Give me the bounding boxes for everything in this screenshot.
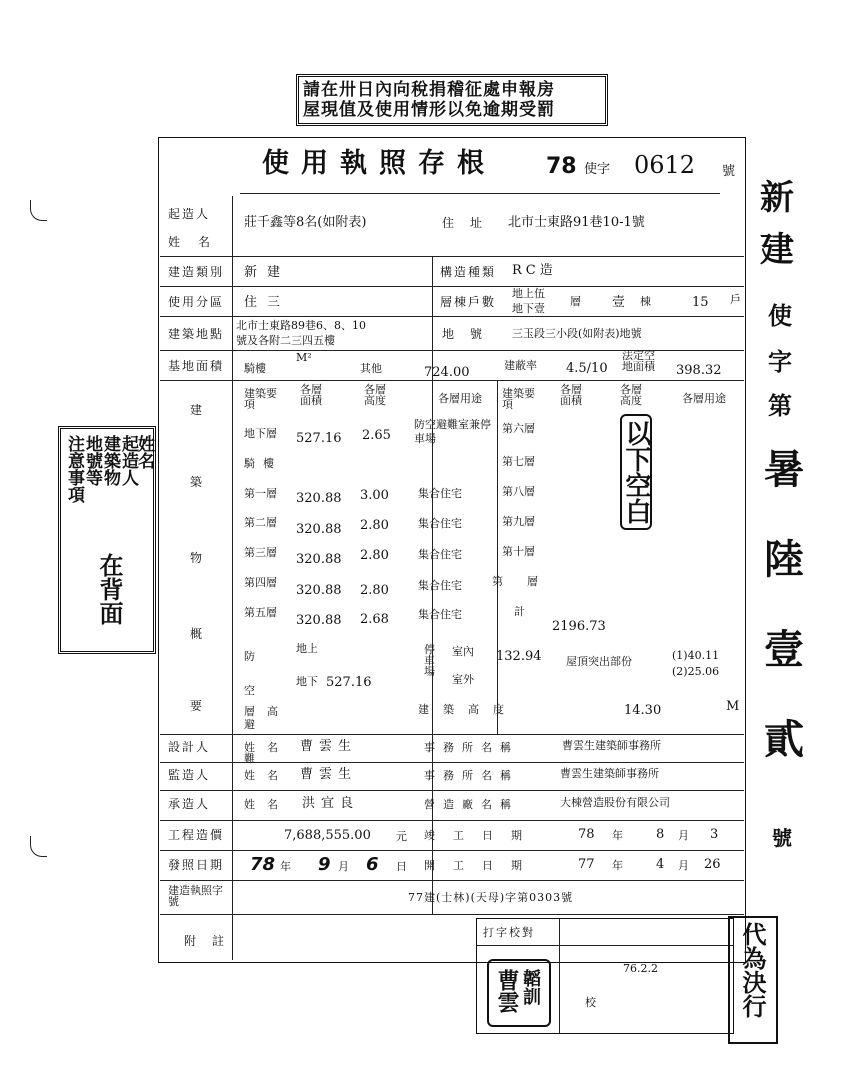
issue-day: 6 — [366, 854, 379, 875]
side-notice-col: 姓名 — [134, 435, 154, 469]
cost-unit: 元 — [396, 830, 407, 843]
permit-number: 0612 — [634, 151, 696, 179]
other-value: 724.00 — [424, 365, 470, 380]
right-margin-glyph: 壹 — [764, 626, 804, 673]
seal-box-rule-v — [559, 919, 560, 1033]
site-label: 建築地點 — [168, 327, 225, 341]
lc-3: 物 — [190, 551, 205, 565]
buildings-count: 壹 — [612, 295, 626, 310]
seal-stamp — [487, 959, 551, 1027]
building-type-value: 新建 — [244, 265, 291, 280]
floor-use: 集合住宅 — [418, 608, 462, 621]
fh-height: 各層高度 — [364, 383, 386, 407]
issue-year-unit: 年 — [280, 860, 291, 873]
top-notice-stamp — [296, 74, 608, 126]
other-label: 其他 — [360, 362, 382, 375]
supervisor-office-label: 事務所名稱 — [424, 769, 519, 782]
legal-label: 法定空地面積 — [622, 349, 655, 373]
fh-area-r: 各層面積 — [560, 383, 582, 407]
floor-area: 320.88 — [296, 583, 342, 598]
ratio-label: 建蔽率 — [504, 359, 537, 372]
finish-year: 78 — [578, 827, 595, 842]
floor-name-r: 計 — [514, 605, 525, 618]
floor-name-r: 第七層 — [502, 455, 535, 468]
lc-5: 要 — [190, 699, 205, 713]
floors-above: 地上伍 — [512, 287, 545, 300]
right-margin-glyph: 使 — [768, 301, 792, 330]
start-day: 26 — [704, 857, 721, 872]
floor-area: 320.88 — [296, 552, 342, 567]
remarks-label: 附註 — [184, 934, 241, 948]
seal-box-rule — [477, 945, 733, 946]
floor-height: 3.00 — [360, 488, 389, 503]
floor-height: 2.80 — [360, 518, 389, 533]
fh-area: 各層面積 — [300, 383, 322, 407]
start-year: 77 — [578, 857, 595, 872]
issue-month: 9 — [318, 854, 331, 875]
seal-text: 曹雲 — [494, 969, 519, 1013]
fh-item: 建築要項 — [244, 387, 277, 411]
floor-name-r: 第九層 — [502, 515, 535, 528]
lot-value: 三玉段三小段(如附表)地號 — [512, 327, 642, 340]
issue-month-unit: 月 — [338, 860, 349, 873]
zoning-value: 住三 — [244, 295, 291, 310]
permit-value: 77建(士林)(天母)字第0303號 — [408, 891, 574, 904]
finish-day: 3 — [710, 827, 719, 842]
legal-value: 398.32 — [676, 363, 722, 378]
check-label: 校 — [585, 996, 596, 1009]
header-line — [240, 193, 720, 194]
right-margin-glyph: 建 — [760, 230, 794, 270]
fh-use: 各層用途 — [438, 392, 482, 405]
shelter-below: 地下 — [296, 675, 318, 688]
permit-label: 建造執照字號 — [168, 884, 223, 908]
fh-item-r: 建築要項 — [502, 387, 535, 411]
lc-1: 建 — [190, 403, 205, 417]
rule — [160, 316, 744, 317]
floor-height-label: 層高 — [244, 705, 290, 718]
contractor-name: 洪宜良 — [302, 796, 360, 811]
floor-name-r: 第十層 — [502, 545, 535, 558]
issue-day-unit: 日 — [396, 860, 407, 873]
floor-use: 防空避難室兼停車場 — [414, 418, 491, 445]
floor-height: 2.80 — [360, 548, 389, 563]
area-unit: M² — [296, 351, 312, 364]
shelter-below-value: 527.16 — [326, 675, 372, 690]
floor-name: 地下層 — [244, 427, 277, 440]
floors-below: 地下壹 — [512, 302, 545, 315]
floor-use: 集合住宅 — [418, 548, 462, 561]
supervisor-name: 曹雲生 — [300, 767, 358, 782]
seal-box — [476, 918, 734, 1034]
households-unit: 戶 — [730, 293, 741, 306]
buildings-unit: 棟 — [640, 295, 651, 308]
decision-stamp-text: 代為決行 — [738, 922, 766, 1018]
supervisor-label: 監造人 — [168, 768, 211, 782]
rule-v — [232, 196, 233, 960]
floor-name: 騎樓 — [244, 457, 282, 470]
floors-unit: 層 — [570, 295, 581, 308]
side-notice-stamp — [58, 426, 156, 654]
shelter-label: 防空避難 — [244, 650, 269, 765]
decision-stamp — [728, 916, 778, 1044]
floor-height: 2.80 — [360, 583, 389, 598]
site-address1: 北市士東路89巷6、8、10 — [236, 319, 366, 332]
structure-value: RC造 — [512, 263, 557, 278]
bldg-height-unit: M — [726, 699, 740, 714]
designer-name: 曹雲生 — [300, 739, 358, 754]
total-area: 2196.73 — [552, 619, 606, 634]
right-margin-glyph: 新 — [760, 178, 794, 218]
finish-year-unit: 年 — [612, 829, 623, 842]
rule — [160, 286, 744, 287]
floor-use: 集合住宅 — [418, 517, 462, 530]
indoor-label: 室內 — [452, 645, 474, 658]
side-notice-col: 地號等 — [82, 435, 102, 486]
right-margin-glyph: 貳 — [764, 716, 804, 763]
lc-2: 築 — [190, 475, 205, 489]
issue-year: 78 — [250, 854, 276, 875]
right-margin-glyph: 陸 — [764, 536, 804, 583]
owner-address-label: 住址 — [442, 216, 499, 230]
ratio-value: 4.5/10 — [566, 361, 608, 376]
blank-note-text: 以下空白 — [621, 420, 651, 524]
right-margin-glyph: 字 — [768, 347, 792, 376]
punch-mark — [30, 200, 47, 221]
floor-name: 第五層 — [244, 606, 277, 619]
rule — [160, 790, 744, 791]
shelter-above: 地上 — [296, 642, 318, 655]
finish-label: 竣工日期 — [424, 829, 540, 842]
typist-label: 打字校對 — [483, 926, 535, 939]
parking-label: 停車場 — [424, 643, 435, 678]
site-address2: 號及各附二三四五樓 — [236, 334, 335, 347]
cost-label: 工程造價 — [168, 828, 225, 842]
seal-date: 76.2.2 — [623, 962, 658, 975]
contractor-office: 大棟營造股份有限公司 — [560, 796, 670, 809]
issue-label: 發照日期 — [168, 858, 225, 872]
right-margin-glyph: 暑 — [764, 446, 804, 493]
start-label: 開工日期 — [424, 859, 540, 872]
floor-name-r: 第層 — [492, 575, 562, 588]
owner-label2: 姓名 — [168, 235, 229, 249]
zoning-label: 使用分區 — [168, 295, 225, 309]
building-type-label: 建造類別 — [168, 265, 225, 279]
permit-suffix: 號 — [722, 164, 736, 179]
permit-prefix: 使字 — [584, 162, 611, 177]
finish-month: 8 — [656, 827, 665, 842]
floor-name-r: 第六層 — [502, 422, 535, 435]
roof-label: 屋頂突出部份 — [566, 655, 632, 668]
right-margin-glyph: 第 — [768, 391, 792, 420]
cost-value: 7,688,555.00 — [284, 828, 371, 843]
finish-month-unit: 月 — [678, 829, 689, 842]
floor-name: 第二層 — [244, 516, 277, 529]
outdoor-label: 室外 — [452, 673, 474, 686]
rule — [160, 820, 744, 821]
designer-office: 曹雲生建築師事務所 — [562, 739, 661, 752]
rule — [160, 256, 744, 257]
start-month-unit: 月 — [678, 859, 689, 872]
side-notice-col: 注意事項 — [64, 435, 84, 503]
fh-use-r: 各層用途 — [682, 392, 726, 405]
rule — [160, 880, 744, 881]
contractor-office-label: 營造廠名稱 — [424, 798, 519, 811]
page-title: 使用執照存根 — [262, 148, 496, 179]
top-notice-line1: 請在卅日內向稅捐稽征處申報房 — [303, 80, 555, 100]
start-month: 4 — [656, 857, 665, 872]
side-notice-tail: 在背面 — [95, 553, 123, 625]
start-year-unit: 年 — [612, 859, 623, 872]
floor-name: 第四層 — [244, 576, 277, 589]
households-count: 15 — [692, 295, 709, 310]
bldg-height-value: 14.30 — [624, 703, 662, 718]
rule — [160, 850, 744, 851]
floor-area: 320.88 — [296, 522, 342, 537]
contractor-label: 承造人 — [168, 797, 211, 811]
indoor-value: 132.94 — [496, 649, 542, 664]
fh-height-r: 各層高度 — [620, 383, 642, 407]
floor-height: 2.65 — [362, 428, 391, 443]
floor-height: 2.68 — [360, 612, 389, 627]
floor-use: 集合住宅 — [418, 579, 462, 592]
floor-area: 320.88 — [296, 491, 342, 506]
top-notice-line2: 屋現值及使用情形以免逾期受罰 — [303, 100, 555, 120]
supervisor-name-label: 姓名 — [244, 769, 290, 782]
blank-note — [620, 414, 652, 530]
floor-name: 第三層 — [244, 546, 277, 559]
seal-text-2: 韜訓 — [520, 969, 541, 1005]
lot-label: 地號 — [442, 327, 499, 341]
permit-year: 78 — [546, 154, 577, 179]
right-margin-glyph: 號 — [772, 826, 792, 850]
designer-office-label: 事務所名稱 — [424, 741, 519, 754]
floor-name-r: 第八層 — [502, 485, 535, 498]
owner-address: 北市士東路91巷10-1號 — [508, 215, 645, 230]
roof-value-2: (2)25.06 — [672, 665, 720, 678]
roof-value-1: (1)40.11 — [672, 649, 720, 662]
arcade-label: 騎樓 — [244, 362, 266, 375]
punch-mark — [30, 836, 47, 857]
floors-label: 層棟戶數 — [440, 295, 497, 309]
lc-4: 概 — [190, 627, 205, 641]
contractor-name-label: 姓名 — [244, 798, 290, 811]
floor-area: 527.16 — [296, 431, 342, 446]
owner-name: 莊千鑫等8名(如附表) — [244, 215, 367, 230]
rule — [160, 380, 744, 381]
bldg-height-label: 建築高度 — [418, 703, 518, 716]
rule — [160, 914, 744, 915]
owner-label1: 起造人 — [168, 207, 211, 221]
designer-name-label: 姓名 — [244, 741, 290, 754]
side-notice-col: 建築物 — [100, 435, 120, 486]
area-label: 基地面積 — [168, 359, 225, 373]
floor-area: 320.88 — [296, 613, 342, 628]
designer-label: 設計人 — [168, 740, 211, 754]
floor-use: 集合住宅 — [418, 487, 462, 500]
structure-label: 構造種類 — [440, 265, 497, 279]
floor-name: 第一層 — [244, 487, 277, 500]
side-notice-col: 起造人 — [118, 435, 138, 486]
supervisor-office: 曹雲生建築師事務所 — [560, 767, 659, 780]
